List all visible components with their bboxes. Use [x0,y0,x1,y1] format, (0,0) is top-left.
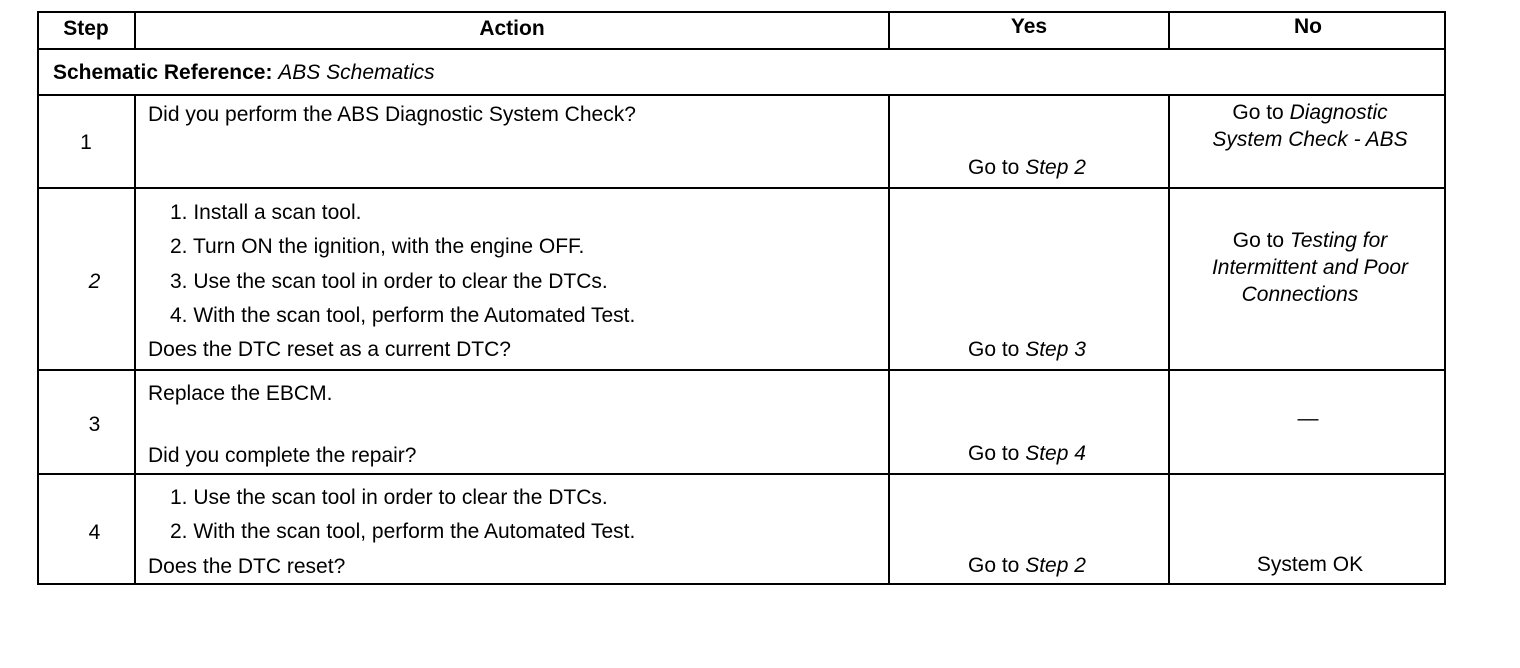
schematic-reference-label: Schematic Reference: [53,61,273,84]
yes-prefix: Go to [968,338,1020,361]
list-item: 1. Install a scan tool. [170,201,362,224]
no-link-continued[interactable]: Connections [1241,283,1359,306]
action-text: Replace the EBCM. [148,382,333,405]
header-yes: Yes [1010,15,1048,38]
header-action: Action [479,17,545,40]
list-item: 4. With the scan tool, perform the Automated Test. [170,304,636,327]
step-number: 3 [88,413,101,436]
question-text: Does the DTC reset? [148,555,346,578]
row2-divider [37,369,1446,371]
no-link-continued[interactable]: Intermittent and Poor [1211,256,1409,279]
schematic-reference-link[interactable]: ABS Schematics [278,61,435,84]
col-divider-step [134,94,136,585]
yes-link[interactable]: Step 3 [1025,338,1086,361]
no-link[interactable]: Diagnostic [1289,101,1388,124]
row3-divider [37,473,1446,475]
list-item: 3. Use the scan tool in order to clear the DTCs. [170,270,608,293]
action-text: Did you perform the ABS Diagnostic System Check? [148,103,636,126]
list-item: 1. Use the scan tool in order to clear the DTCs. [170,486,608,509]
reference-divider [37,94,1446,96]
yes-link[interactable]: Step 4 [1025,442,1086,465]
list-item: 2. With the scan tool, perform the Automated Test. [170,520,636,543]
header-no: No [1294,15,1322,38]
yes-cell [968,442,1086,466]
row1-divider [37,187,1446,189]
no-cell: — [1297,407,1319,430]
step-number: 4 [88,521,101,544]
step-number: 2 [88,270,101,293]
step-number: 1 [80,131,92,154]
yes-prefix: Go to [968,554,1020,577]
yes-prefix: Go to [968,442,1020,465]
no-link[interactable]: Testing for [1289,229,1388,252]
no-prefix: Go to [1232,101,1284,124]
no-cell [1170,101,1450,125]
col-divider-action [888,94,890,585]
col-divider-yes [1168,94,1170,585]
yes-link[interactable]: Step 2 [1025,156,1086,179]
no-prefix: Go to [1232,229,1285,252]
yes-cell [968,156,1086,180]
header-step: Step [63,17,109,40]
schematic-reference [53,61,435,85]
list-item: 2. Turn ON the ignition, with the engine OFF. [170,235,585,258]
yes-prefix: Go to [968,156,1020,179]
no-cell [1170,229,1450,253]
no-link-continued[interactable]: System Check - ABS [1212,128,1408,151]
yes-cell [968,338,1086,362]
yes-cell [968,554,1086,578]
header-divider [37,48,1446,50]
yes-link[interactable]: Step 2 [1025,554,1086,577]
no-cell: System OK [1256,553,1364,576]
question-text: Does the DTC reset as a current DTC? [148,338,511,361]
question-text: Did you complete the repair? [148,444,417,467]
